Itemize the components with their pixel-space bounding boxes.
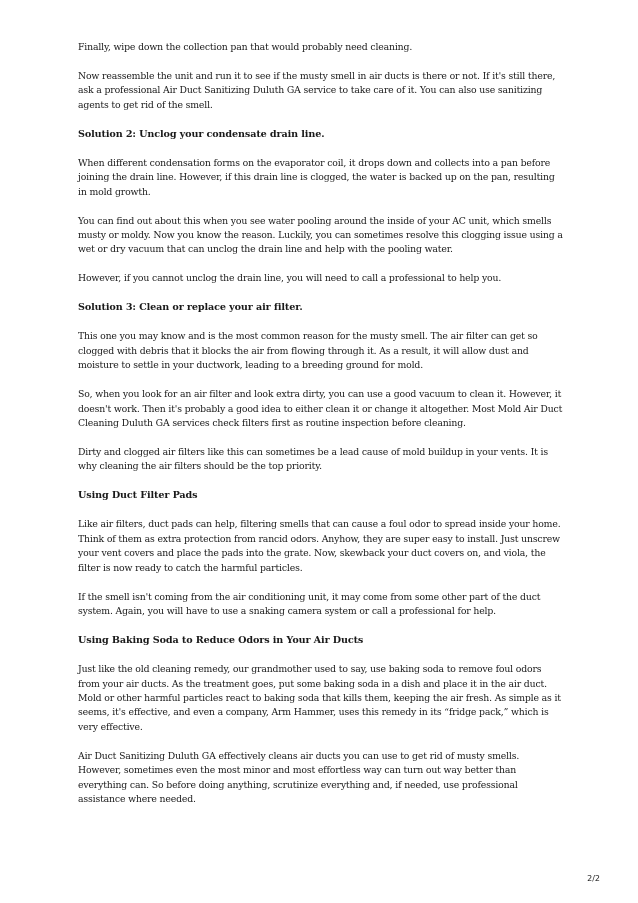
- paragraph: Dirty and clogged air filters like this can sometimes be a lead cause of mold buildup in your vents. It is why cleaning the air filters should be the top priority.: [78, 447, 548, 473]
- section-heading: Using Duct Filter Pads: [78, 490, 198, 502]
- paragraph: However, if you cannot unclog the drain line, you will need to call a professional to help you.: [78, 273, 502, 285]
- document-page: [78, 41, 563, 822]
- paragraph: So, when you look for an air filter and look extra dirty, you can use a good vacuum to clean it. However, it doesn't work. Then it's probably a good idea to either clean it or change it altogether. Most Mold Air Duct Cleaning Duluth GA services check filters first as routine inspection before cleaning.: [78, 389, 563, 430]
- section-heading: Solution 3: Clean or replace your air filter.: [78, 302, 303, 314]
- paragraph: You can find out about this when you see water pooling around the inside of your AC unit, which smells musty or moldy. Now you know the reason. Luckily, you can sometimes resolve this clogging issue using a wet or dry vacuum that can unclog the drain line and help with the pooling water.: [78, 215, 563, 256]
- paragraph: Like air filters, duct pads can help, filtering smells that can cause a foul odor to spread inside your home. Think of them as extra protection from rancid odors. Anyhow, they are super easy to install. Just unscrew your vent covers and place the pads into the grate. Now, skewback your duct covers on, and viola, the filter is now ready to catch the harmful particles.: [78, 519, 561, 574]
- paragraph: Finally, wipe down the collection pan that would probably need cleaning.: [78, 42, 413, 53]
- paragraph: When different condensation forms on the evaporator coil, it drops down and collects into a pan before joining the drain line. However, if this drain line is clogged, the water is backed up on the pan, resulting in mold growth.: [78, 157, 555, 198]
- page-number: 2/2: [587, 874, 600, 883]
- paragraph: This one you may know and is the most common reason for the musty smell. The air filter can get so clogged with debris that it blocks the air from flowing through it. As a result, it will allow dust and moisture to settle in your ductwork, leading to a breeding ground for mold.: [78, 331, 538, 372]
- paragraph: If the smell isn't coming from the air conditioning unit, it may come from some other part of the duct system. Again, you will have to use a snaking camera system or call a professional for help.: [78, 591, 541, 618]
- paragraph: Now reassemble the unit and run it to see if the musty smell in air ducts is there or not. If it's still there, ask a professional Air Duct Sanitizing Duluth GA service to take care of it. You can also use sanitizing agents to get rid of the smell.: [78, 71, 556, 111]
- section-heading: Solution 2: Unclog your condensate drain line.: [78, 128, 325, 140]
- paragraph: Air Duct Sanitizing Duluth GA effectively cleans air ducts you can use to get rid of musty smells. However, sometimes even the most minor and most effortless way can turn out way better than everything can. So before doing anything, scrutinize everything and, if needed, use professional assistance where needed.: [78, 750, 520, 805]
- section-heading: Using Baking Soda to Reduce Odors in Your Air Ducts: [78, 635, 364, 647]
- paragraph: Just like the old cleaning remedy, our grandmother used to say, use baking soda to remove foul odors from your air ducts. As the treatment goes, put some baking soda in a dish and place it in the air duct. Mold or other harmful particles react to baking soda that kills them, keeping the air fresh. As simple as it seems, it's effective, and even a company, Arm Hammer, uses this remedy in its “fridge pack,” which is very effective.: [78, 664, 561, 733]
